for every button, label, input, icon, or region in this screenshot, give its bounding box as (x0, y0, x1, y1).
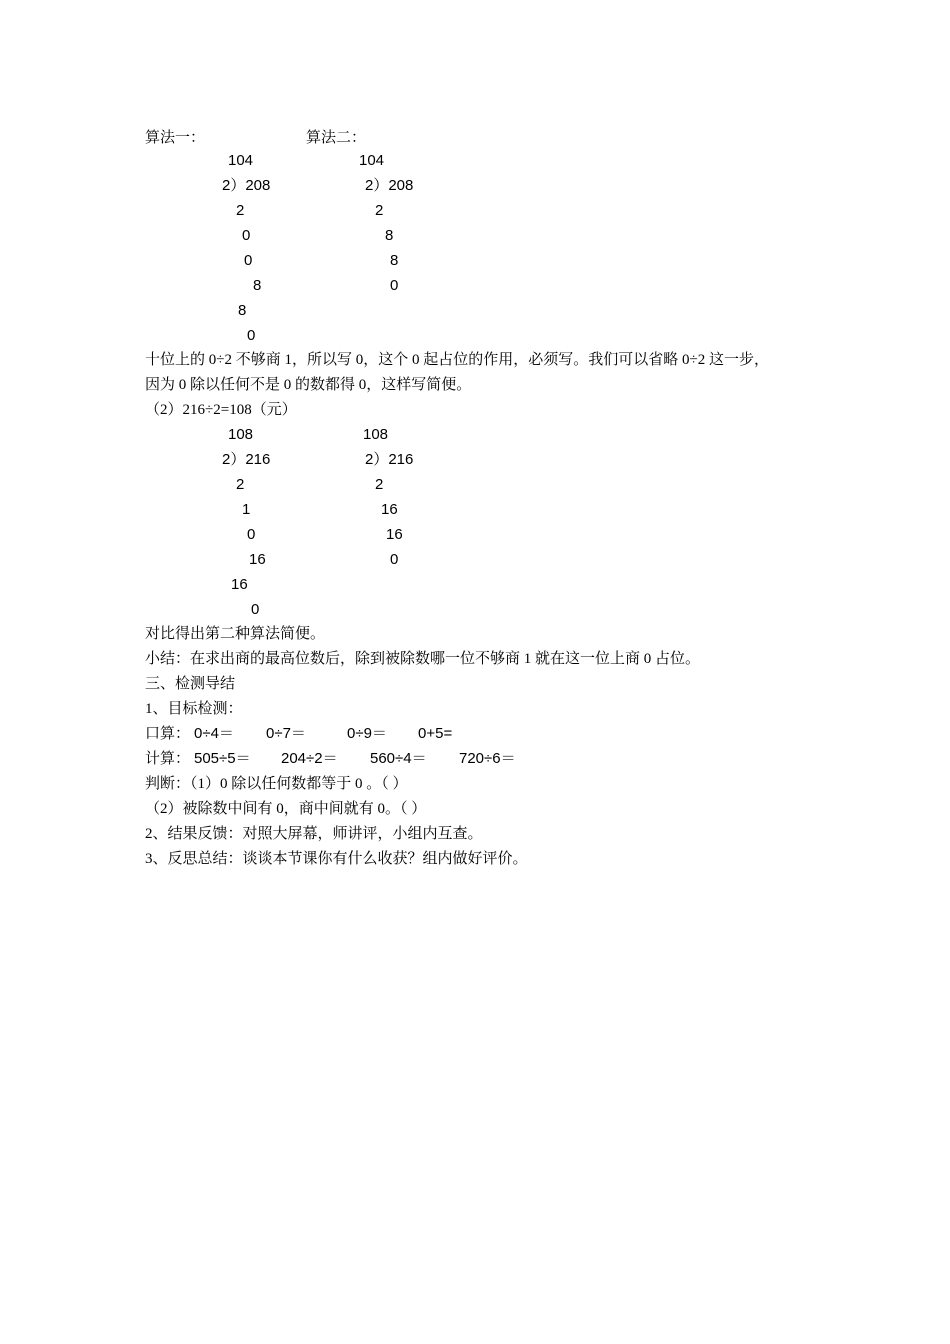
ex1-left-quotient: 104 (228, 152, 254, 169)
ex2-left-step: 1 (242, 501, 251, 518)
summary-text: 小结：在求出商的最高位数后，除到被除数哪一位不够商 1 就在这一位上商 0 占位。 (145, 651, 701, 667)
method1-label: 算法一： (145, 130, 206, 146)
ex2-left-step: 0 (247, 526, 256, 543)
calc-exercise: 560÷4＝ (370, 750, 427, 767)
oral-exercise: 0÷4＝ (194, 725, 234, 742)
ex1-left-step: 2 (236, 202, 245, 219)
ex1-right-step: 8 (390, 252, 399, 269)
ex2-right-step: 0 (390, 551, 399, 568)
oral-label: 口算： (145, 726, 191, 742)
oral-exercise: 0÷9＝ (347, 725, 387, 742)
section-3-title: 三、检测导结 (145, 676, 236, 692)
ex2-left-step: 16 (231, 576, 248, 593)
ex1-right-quotient: 104 (359, 152, 385, 169)
calc-exercise: 204÷2＝ (281, 750, 338, 767)
item-3: 3、反思总结：谈谈本节课你有什么收获？组内做好评价。 (145, 851, 528, 867)
ex1-right-step: 8 (385, 227, 394, 244)
compare-text: 对比得出第二种算法简便。 (145, 626, 326, 642)
ex1-left-step: 8 (238, 302, 247, 319)
ex2-left-divisor-dividend: 2）216 (222, 451, 271, 468)
ex2-right-step: 2 (375, 476, 384, 493)
ex2-left-quotient: 108 (228, 426, 254, 443)
ex2-right-step: 16 (386, 526, 403, 543)
ex1-right-step: 2 (375, 202, 384, 219)
ex2-left-step: 0 (251, 601, 260, 618)
explain-line-1: 十位上的 0÷2 不够商 1，所以写 0，这个 0 起占位的作用，必须写。我们可以省略 0÷2 这一步， (145, 352, 769, 368)
explain-line-2: 因为 0 除以任何不是 0 的数都得 0，这样写简便。 (145, 377, 472, 393)
ex1-right-step: 0 (390, 277, 399, 294)
oral-exercise: 0÷7＝ (266, 725, 306, 742)
problem-2-title: （2）216÷2=108（元） (145, 402, 297, 418)
ex1-left-divisor-dividend: 2）208 (222, 177, 271, 194)
ex2-right-divisor-dividend: 2）216 (365, 451, 414, 468)
ex1-left-step: 0 (244, 252, 253, 269)
ex2-left-step: 2 (236, 476, 245, 493)
item-2: 2、结果反馈：对照大屏幕，师讲评，小组内互查。 (145, 826, 483, 842)
calc-exercise: 505÷5＝ (194, 750, 251, 767)
ex1-left-step: 0 (242, 227, 251, 244)
ex2-right-quotient: 108 (363, 426, 389, 443)
judge-2: （2）被除数中间有 0，商中间就有 0。（ ） (145, 801, 427, 817)
ex2-left-step: 16 (249, 551, 266, 568)
calc-label: 计算： (145, 751, 191, 767)
oral-exercise: 0+5= (418, 725, 453, 742)
item-1-title: 1、目标检测： (145, 701, 243, 717)
judge-1: 判断：（1）0 除以任何数都等于 0 。（ ） (145, 776, 408, 792)
ex2-right-step: 16 (381, 501, 398, 518)
ex1-left-step: 0 (247, 327, 256, 344)
ex1-left-step: 8 (253, 277, 262, 294)
calc-exercise: 720÷6＝ (459, 750, 516, 767)
ex1-right-divisor-dividend: 2）208 (365, 177, 414, 194)
method2-label: 算法二： (306, 130, 367, 146)
